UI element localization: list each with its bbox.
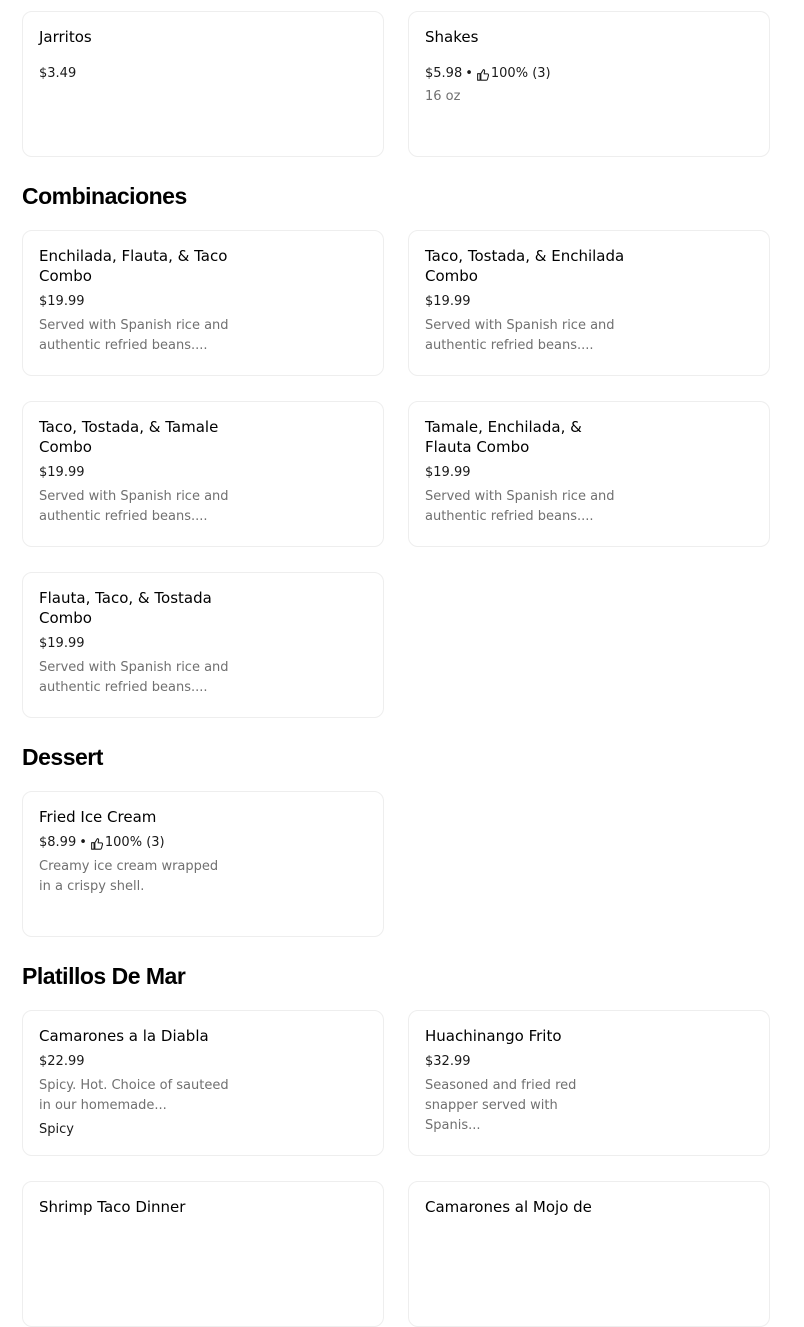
menu-item-card-enchilada-flauta-taco[interactable] xyxy=(22,230,384,376)
menu-item-card-camarones-mojo[interactable] xyxy=(408,1181,770,1327)
item-name: Shakes xyxy=(425,28,479,46)
item-price: $19.99 xyxy=(39,636,85,651)
section-title-combinaciones: Combinaciones xyxy=(22,183,187,209)
item-price: $32.99 xyxy=(425,1054,471,1069)
item-name: Camarones a la Diabla xyxy=(39,1027,209,1045)
item-meta xyxy=(425,1053,471,1071)
item-name: Camarones al Mojo de xyxy=(425,1198,592,1216)
item-price: $22.99 xyxy=(39,1054,85,1069)
menu-item-card-shrimp-taco[interactable] xyxy=(22,1181,384,1327)
item-rating: 100% (3) xyxy=(490,66,551,81)
item-meta xyxy=(39,635,85,653)
item-tag-spicy: Spicy xyxy=(39,1122,74,1137)
item-meta xyxy=(425,464,471,482)
item-name: Fried Ice Cream xyxy=(39,808,157,826)
thumbs-up-icon xyxy=(476,68,489,81)
item-name: Enchilada, Flauta, & Taco Combo xyxy=(39,247,228,285)
item-description: Creamy ice cream wrapped in a crispy shell. xyxy=(39,859,219,894)
item-meta xyxy=(39,293,85,311)
item-meta xyxy=(39,1053,85,1071)
item-description: Served with Spanish rice and authentic refried beans.... xyxy=(39,318,229,353)
item-price: $19.99 xyxy=(425,294,471,309)
section-title-platillos-de-mar: Platillos De Mar xyxy=(22,963,186,989)
item-price: $5.98 xyxy=(425,66,463,81)
menu-item-card-shakes[interactable] xyxy=(408,11,770,157)
meta-separator: • xyxy=(79,835,87,850)
item-description: Seasoned and fried red snapper served with Spanis... xyxy=(425,1078,577,1133)
menu-item-card-camarones-diabla[interactable] xyxy=(22,1010,384,1156)
menu-item-card-taco-tostada-tamale[interactable] xyxy=(22,401,384,547)
item-name: Taco, Tostada, & Tamale Combo xyxy=(39,418,219,456)
item-name: Huachinango Frito xyxy=(425,1027,562,1045)
item-name: Jarritos xyxy=(39,28,92,46)
item-rating: 100% (3) xyxy=(104,835,165,850)
item-price: $19.99 xyxy=(39,294,85,309)
item-name: Shrimp Taco Dinner xyxy=(39,1198,186,1216)
item-description: Served with Spanish rice and authentic refried beans.... xyxy=(425,318,615,353)
item-price: $19.99 xyxy=(39,465,85,480)
menu-item-card-taco-tostada-enchilada[interactable] xyxy=(408,230,770,376)
item-description: Spicy. Hot. Choice of sauteed in our homemade... xyxy=(39,1078,229,1113)
item-name: Tamale, Enchilada, & Flauta Combo xyxy=(425,418,582,456)
section-title-dessert: Dessert xyxy=(22,744,103,770)
item-description: Served with Spanish rice and authentic refried beans.... xyxy=(39,660,229,695)
item-name: Flauta, Taco, & Tostada Combo xyxy=(39,589,212,627)
menu-item-card-huachinango[interactable] xyxy=(408,1010,770,1156)
meta-separator: • xyxy=(465,66,473,81)
item-meta xyxy=(39,834,165,852)
item-price: $3.49 xyxy=(39,66,77,81)
menu-item-card-flauta-taco-tostada[interactable] xyxy=(22,572,384,718)
item-description: Served with Spanish rice and authentic refried beans.... xyxy=(425,489,615,524)
item-price: $19.99 xyxy=(425,465,471,480)
item-price: $8.99 xyxy=(39,835,77,850)
item-meta xyxy=(39,464,85,482)
item-description: 16 oz xyxy=(425,89,461,104)
thumbs-up-icon xyxy=(90,837,103,850)
item-name: Taco, Tostada, & Enchilada Combo xyxy=(425,247,625,285)
menu-item-card-jarritos[interactable] xyxy=(22,11,384,157)
item-meta xyxy=(425,65,551,83)
menu-item-card-tamale-enchilada-flauta[interactable] xyxy=(408,401,770,547)
item-meta xyxy=(425,293,471,311)
menu-item-card-fried-ice-cream[interactable] xyxy=(22,791,384,937)
item-description: Served with Spanish rice and authentic refried beans.... xyxy=(39,489,229,524)
item-meta xyxy=(39,65,76,83)
